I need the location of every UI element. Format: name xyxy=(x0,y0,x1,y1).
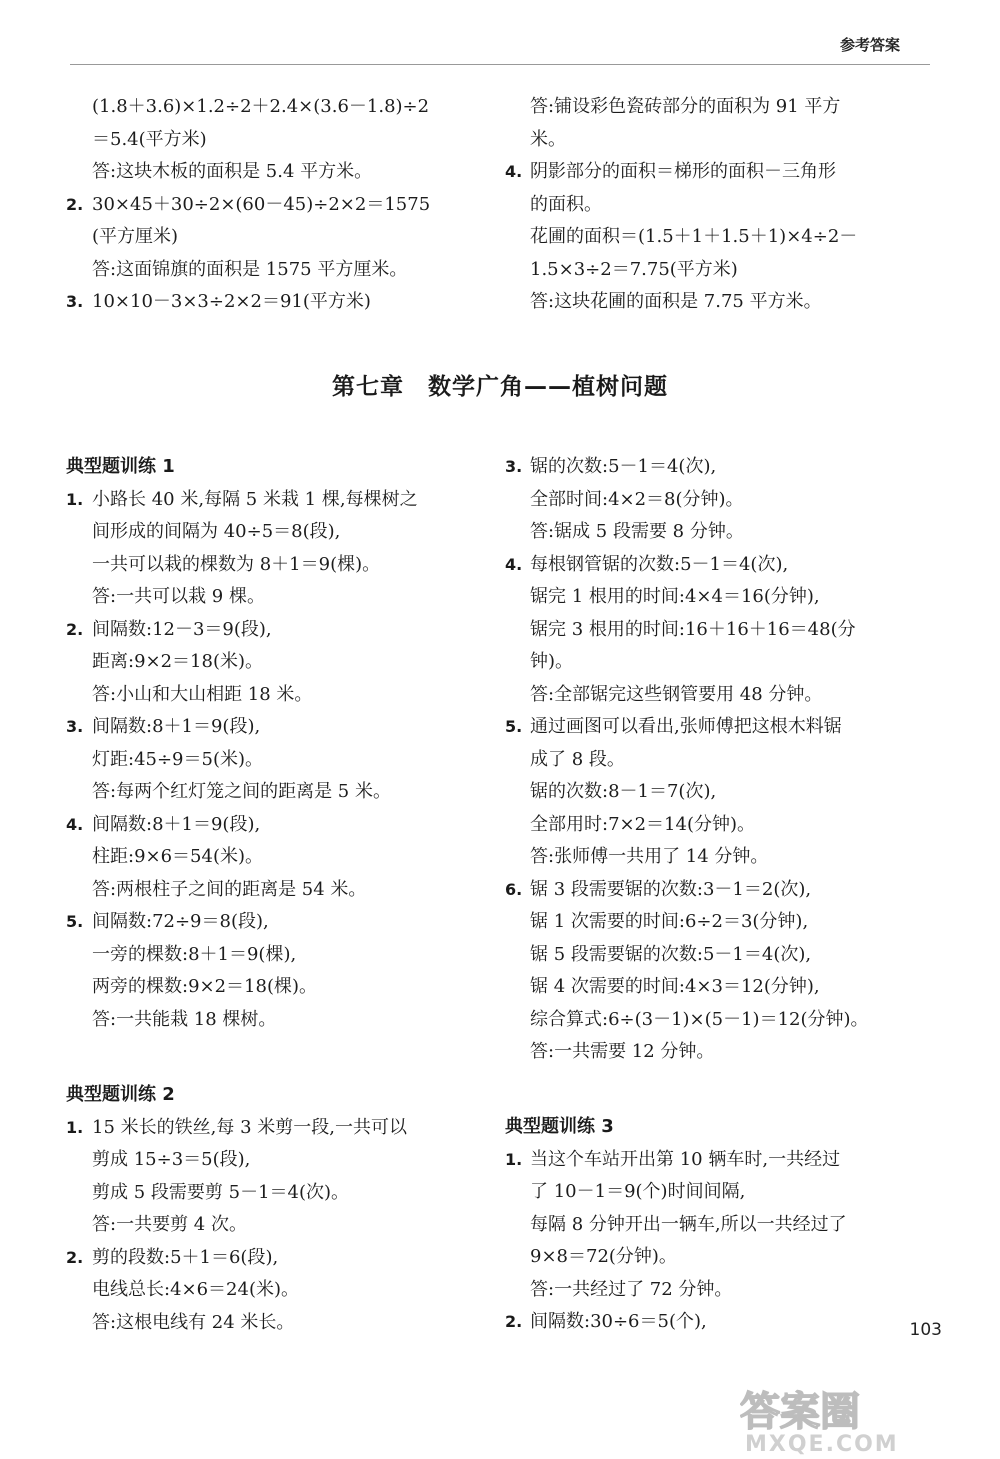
answer-line: 答:一共可以栽 9 棵。 xyxy=(92,586,265,607)
answer-line: 了 10－1＝9(个)时间间隔, xyxy=(530,1181,746,1202)
answer-line: 15 米长的铁丝,每 3 米剪一段,一共可以 xyxy=(92,1116,407,1138)
answer-line: 阴影部分的面积＝梯形的面积－三角形 xyxy=(530,161,836,182)
answer-line: 锯的次数:8－1＝7(次), xyxy=(530,781,717,802)
answer-line: 电线总长:4×6＝24(米)。 xyxy=(92,1279,299,1300)
answer-line: 答:全部锯完这些钢管要用 48 分钟。 xyxy=(530,683,823,705)
item-number: 3. xyxy=(505,457,523,476)
answer-line: 全部时间:4×2＝8(分钟)。 xyxy=(530,488,744,510)
answer-line: 间隔数:30÷6＝5(个), xyxy=(530,1311,707,1332)
chapter-title: 第七章 数学广角——植树问题 xyxy=(332,374,668,400)
item-number: 2. xyxy=(505,1312,523,1331)
header-rule xyxy=(70,64,930,65)
answer-line: 灯距:45÷9＝5(米)。 xyxy=(92,748,263,770)
answer-line: 答:一共要剪 4 次。 xyxy=(92,1214,247,1235)
answer-line: 全部用时:7×2＝14(分钟)。 xyxy=(530,813,755,835)
answer-line: 通过画图可以看出,张师傅把这根木料锯 xyxy=(530,716,842,737)
answer-line: 综合算式:6÷(3－1)×(5－1)＝12(分钟)。 xyxy=(530,1008,869,1030)
item-number: 2. xyxy=(66,194,84,214)
watermark xyxy=(740,1385,990,1455)
answer-line: 锯的次数:5－1＝4(次), xyxy=(530,456,717,477)
answer-line: 剪的段数:5＋1＝6(段), xyxy=(92,1246,279,1268)
answer-line: 锯 1 次需要的时间:6÷2＝3(分钟), xyxy=(530,911,809,932)
answer-line: 间形成的间隔为 40÷5＝8(段), xyxy=(92,521,341,542)
answer-line: 花圃的面积＝(1.5＋1＋1.5＋1)×4÷2－ xyxy=(530,226,858,247)
answer-line: ＝5.4(平方米) xyxy=(92,128,207,150)
answer-line: 答:这根电线有 24 米长。 xyxy=(92,1311,295,1333)
answer-line: 锯 5 段需要锯的次数:5－1＝4(次), xyxy=(530,943,812,965)
answer-line: 答:这块木板的面积是 5.4 平方米。 xyxy=(92,161,373,182)
item-number: 4. xyxy=(505,554,523,574)
answer-line: 答:这块花圃的面积是 7.75 平方米。 xyxy=(530,291,822,312)
answer-line: 答:小山和大山相距 18 米。 xyxy=(92,683,313,705)
watermark-url-text: MXQE.COM xyxy=(745,1432,899,1455)
answer-line: 锯 3 段需要锯的次数:3－1＝2(次), xyxy=(530,878,812,900)
answer-line: 米。 xyxy=(530,128,566,150)
answer-line: 答:一共需要 12 分钟。 xyxy=(530,1041,715,1062)
item-number: 5. xyxy=(66,912,84,931)
answer-line: 9×8＝72(分钟)。 xyxy=(530,1246,677,1267)
answer-line: 答:铺设彩色瓷砖部分的面积为 91 平方 xyxy=(530,96,841,117)
section-heading: 典型题训练 2 xyxy=(66,1084,175,1105)
section-heading: 典型题训练 3 xyxy=(505,1116,614,1137)
item-number: 5. xyxy=(505,717,523,736)
answer-line: 一旁的棵数:8＋1＝9(棵), xyxy=(92,943,297,965)
answer-line: 锯完 3 根用的时间:16＋16＋16＝48(分 xyxy=(530,618,856,640)
answer-line: 当这个车站开出第 10 辆车时,一共经过 xyxy=(530,1148,841,1170)
answer-line: 间隔数:8＋1＝9(段), xyxy=(92,716,261,737)
answer-line: 剪成 15÷3＝5(段), xyxy=(92,1149,251,1170)
item-number: 1. xyxy=(66,489,84,509)
answer-line: 间隔数:72÷9＝8(段), xyxy=(92,911,269,932)
answer-line: 的面积。 xyxy=(530,193,602,215)
answer-line: 1.5×3÷2＝7.75(平方米) xyxy=(530,258,738,280)
answer-line: (平方厘米) xyxy=(92,226,179,247)
item-number: 2. xyxy=(66,619,84,639)
answer-line: 钟)。 xyxy=(530,651,574,672)
section-heading: 典型题训练 1 xyxy=(66,456,175,477)
item-number: 4. xyxy=(505,162,523,181)
answer-line: 锯完 1 根用的时间:4×4＝16(分钟), xyxy=(530,586,820,607)
answer-line: 10×10－3×3÷2×2＝91(平方米) xyxy=(92,291,371,312)
item-number: 1. xyxy=(505,1149,523,1169)
answer-line: 柱距:9×6＝54(米)。 xyxy=(92,846,263,867)
item-number: 2. xyxy=(66,1247,84,1267)
answer-line: 答:一共经过了 72 分钟。 xyxy=(530,1278,733,1300)
page-header-label: 参考答案 xyxy=(839,36,900,54)
answer-line: 答:张师傅一共用了 14 分钟。 xyxy=(530,846,769,867)
answer-line: 间隔数:12－3＝9(段), xyxy=(92,618,272,640)
answer-line: 小路长 40 米,每隔 5 米栽 1 棵,每棵树之 xyxy=(92,488,418,510)
answer-line: 剪成 5 段需要剪 5－1＝4(次)。 xyxy=(92,1181,350,1203)
answer-line: 30×45＋30÷2×(60－45)÷2×2＝1575 xyxy=(92,193,431,215)
answer-line: 间隔数:8＋1＝9(段), xyxy=(92,813,261,835)
answer-line: 每隔 8 分钟开出一辆车,所以一共经过了 xyxy=(530,1213,847,1235)
answer-line: 距离:9×2＝18(米)。 xyxy=(92,651,263,672)
answer-line: 答:每两个红灯笼之间的距离是 5 米。 xyxy=(92,781,391,802)
item-number: 4. xyxy=(66,814,84,834)
answer-line: 锯 4 次需要的时间:4×3＝12(分钟), xyxy=(530,976,820,997)
answer-line: 答:这面锦旗的面积是 1575 平方厘米。 xyxy=(92,258,408,280)
answer-line: 答:两根柱子之间的距离是 54 米。 xyxy=(92,878,367,900)
answer-line: 成了 8 段。 xyxy=(530,748,625,770)
watermark-logo-text: 答案圈 xyxy=(740,1389,860,1435)
item-number: 6. xyxy=(505,879,523,899)
answer-line: 两旁的棵数:9×2＝18(棵)。 xyxy=(92,976,317,997)
answer-line: 答:锯成 5 段需要 8 分钟。 xyxy=(530,521,744,542)
answer-line: 每根钢管锯的次数:5－1＝4(次), xyxy=(530,553,789,575)
item-number: 1. xyxy=(66,1117,84,1137)
item-number: 3. xyxy=(66,717,84,736)
answer-line: (1.8＋3.6)×1.2÷2＋2.4×(3.6－1.8)÷2 xyxy=(92,96,430,117)
page-number: 103 xyxy=(909,1320,942,1340)
item-number: 3. xyxy=(66,292,84,311)
answer-line: 答:一共能栽 18 棵树。 xyxy=(92,1008,277,1030)
answer-line: 一共可以栽的棵数为 8＋1＝9(棵)。 xyxy=(92,553,381,575)
